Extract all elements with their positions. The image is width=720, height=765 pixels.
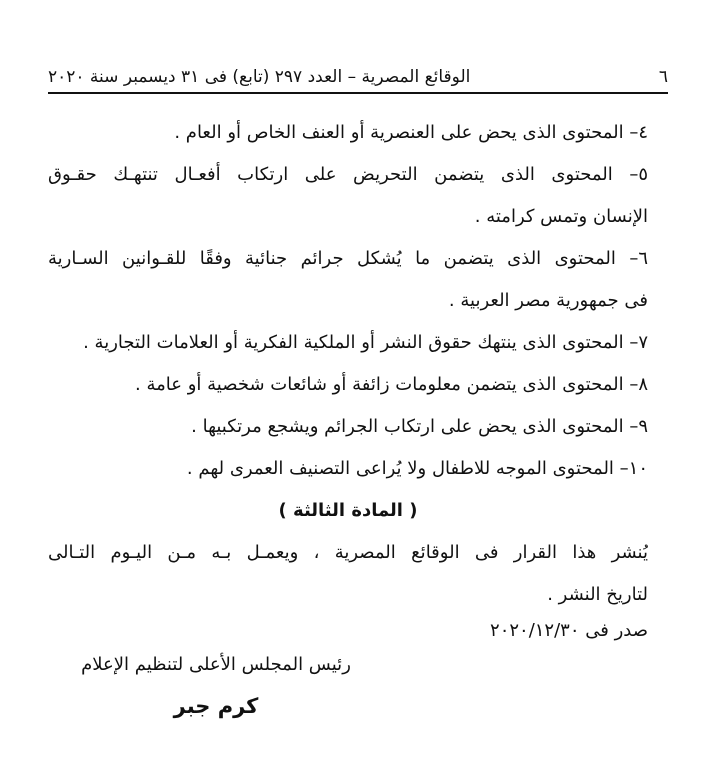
page-number: ٦	[658, 67, 668, 87]
list-item-5: ٥– المحتوى الذى يتضمن التحريض على ارتكاب أفعـال تنتهـك حقـوق	[48, 164, 648, 185]
signatory-title: رئيس المجلس الأعلى لتنظيم الإعلام	[81, 654, 351, 675]
list-item-4: ٤– المحتوى الذى يحض على العنصرية أو العنف الخاص أو العام .	[174, 122, 648, 143]
issue-date: صدر فى ٢٠٢٠/١٢/٣٠	[490, 620, 648, 641]
article-heading: ( المادة الثالثة )	[278, 500, 418, 521]
list-item-9: ٩– المحتوى الذى يحض على ارتكاب الجرائم ويشجع مرتكبيها .	[191, 416, 648, 437]
document-body	[48, 112, 648, 616]
list-item-7: ٧– المحتوى الذى ينتهك حقوق النشر أو الملكية الفكرية أو العلامات التجارية .	[83, 332, 648, 353]
list-item-8: ٨– المحتوى الذى يتضمن معلومات زائفة أو شائعات شخصية أو عامة .	[135, 374, 648, 395]
list-item-6: ٦– المحتوى الذى يتضمن ما يُشكل جرائم جنائية وفقًا للقـوانين السـارية	[48, 248, 648, 269]
article-text-continuation: لتاريخ النشر .	[547, 584, 648, 605]
signatory-name: كرم جبر	[173, 694, 259, 718]
list-item-6-continuation: فى جمهورية مصر العربية .	[448, 290, 648, 311]
article-text: يُنشر هذا القرار فى الوقائع المصرية ، ويعمـل بـه مـن اليـوم التـالى	[48, 542, 648, 563]
list-item-5-continuation: الإنسان وتمس كرامته .	[474, 206, 648, 227]
gazette-header-title: الوقائع المصرية – العدد ٢٩٧ (تابع) فى ٣١ ديسمبر سنة ٢٠٢٠	[48, 67, 471, 87]
page-header	[48, 62, 668, 94]
list-item-10: ١٠– المحتوى الموجه للاطفال ولا يُراعى التصنيف العمرى لهم .	[186, 458, 648, 479]
